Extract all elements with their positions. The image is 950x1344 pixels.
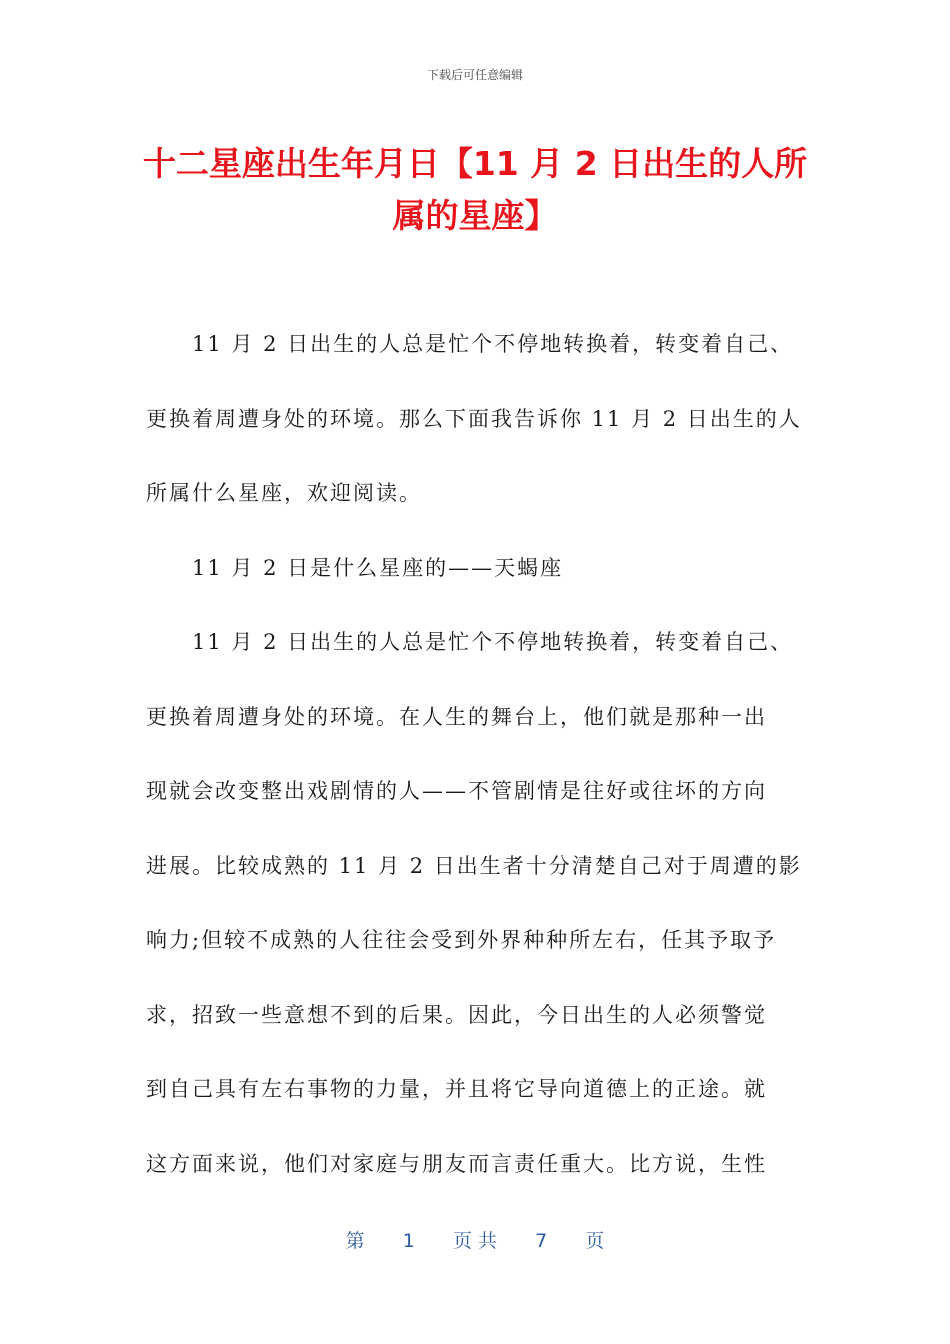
footer-current-page: 1: [402, 1230, 415, 1252]
body-line: 进展。比较成熟的 11 月 2 日出生者十分清楚自己对于周遭的影: [146, 853, 802, 878]
footer-total-pages: 7: [535, 1230, 548, 1252]
body-line: 响力;但较不成熟的人往往会受到外界种种所左右，任其予取予: [146, 928, 777, 952]
body-line: 11 月 2 日出生的人总是忙个不停地转换着，转变着自己、: [192, 332, 794, 356]
body-line: 这方面来说，他们对家庭与朋友而言责任重大。比方说，生性: [146, 1151, 767, 1176]
footer-label-of: 页 共: [452, 1230, 498, 1252]
title-line-2: 属的星座】: [392, 196, 558, 235]
footer-label-pages: 页: [585, 1230, 605, 1252]
page-footer: [0, 1226, 950, 1253]
body-line: 求，招致一些意想不到的后果。因此，今日出生的人必须警觉: [146, 1002, 767, 1027]
document-body: [146, 324, 806, 1218]
body-line: 11 月 2 日出生的人总是忙个不停地转换着，转变着自己、: [192, 630, 794, 654]
document-title: [140, 138, 810, 242]
header-note: 下载后可任意编辑: [426, 68, 523, 82]
body-line: 更换着周遭身处的环境。在人生的舞台上，他们就是那种一出: [146, 704, 767, 729]
body-line: 到自己具有左右事物的力量，并且将它导向道德上的正途。就: [146, 1077, 767, 1101]
footer-label-page: 第: [345, 1230, 365, 1252]
section-heading: 11 月 2 日是什么星座的——天蝎座: [192, 555, 564, 580]
body-line: 现就会改变整出戏剧情的人——不管剧情是往好或往坏的方向: [146, 779, 767, 803]
body-line: 所属什么星座，欢迎阅读。: [146, 481, 422, 505]
title-line-1: 十二星座出生年月日【11 月 2 日出生的人所: [142, 144, 808, 183]
body-line: 更换着周遭身处的环境。那么下面我告诉你 11 月 2 日出生的人: [146, 406, 802, 431]
